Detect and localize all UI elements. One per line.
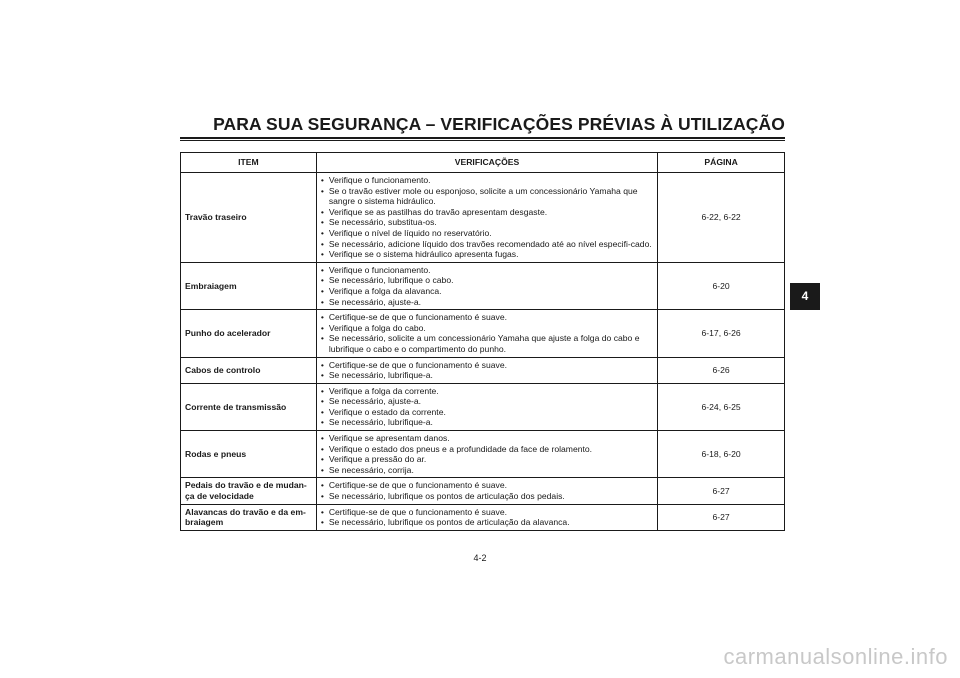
check-item: • Se necessário, ajuste-a. [321, 297, 653, 308]
table-body [181, 173, 785, 531]
check-item: • Certifique-se de que o funcionamento é suave. [321, 507, 653, 518]
check-item: • Certifique-se de que o funcionamento é suave. [321, 360, 653, 371]
item-cell: Punho do acelerador [181, 310, 317, 357]
item-cell: Rodas e pneus [181, 431, 317, 478]
table-row [181, 504, 785, 530]
check-item: • Se o travão estiver mole ou esponjoso, solicite a um concessionário Yamaha que sangre o sistema hidráulico. [321, 186, 653, 207]
check-list [321, 507, 653, 528]
inspection-table [180, 152, 785, 531]
page-ref-cell: 6-24, 6-25 [658, 383, 785, 430]
column-header-item: ITEM [181, 153, 317, 173]
check-list [321, 312, 653, 354]
check-item: • Verifique o funcionamento. [321, 175, 653, 186]
check-item: • Se necessário, ajuste-a. [321, 396, 653, 407]
checks-cell [316, 262, 657, 309]
check-item: • Verifique o estado dos pneus e a profundidade da face de rolamento. [321, 444, 653, 455]
check-list [321, 175, 653, 260]
checks-cell [316, 310, 657, 357]
watermark: carmanualsonline.info [723, 644, 948, 669]
checks-cell [316, 173, 657, 263]
item-cell: Cabos de controlo [181, 357, 317, 383]
check-item: • Verifique a folga da corrente. [321, 386, 653, 397]
check-item: • Verifique a pressão do ar. [321, 454, 653, 465]
check-item: • Verifique se as pastilhas do travão apresentam desgaste. [321, 207, 653, 218]
check-list [321, 360, 653, 381]
check-list [321, 386, 653, 428]
page-ref-cell: 6-26 [658, 357, 785, 383]
check-item: • Certifique-se de que o funcionamento é suave. [321, 312, 653, 323]
page-ref-cell: 6-27 [658, 504, 785, 530]
check-list [321, 480, 653, 501]
checks-cell [316, 431, 657, 478]
page-title: PARA SUA SEGURANÇA – VERIFICAÇÕES PRÉVIAS À UTILIZAÇÃO [213, 114, 785, 134]
page-ref-cell: 6-17, 6-26 [658, 310, 785, 357]
checks-cell [316, 383, 657, 430]
chapter-tab[interactable]: 4 [790, 283, 820, 310]
check-item: • Se necessário, lubrifique os pontos de articulação dos pedais. [321, 491, 653, 502]
item-cell: Pedais do travão e de mudan-ça de velocidade [181, 478, 317, 504]
table-row [181, 383, 785, 430]
check-item: • Verifique o nível de líquido no reservatório. [321, 228, 653, 239]
page-ref-cell: 6-20 [658, 262, 785, 309]
checks-cell [316, 357, 657, 383]
check-item: • Verifique se o sistema hidráulico apresenta fugas. [321, 249, 653, 260]
page-number: 4-2 [473, 553, 487, 563]
check-item: • Certifique-se de que o funcionamento é suave. [321, 480, 653, 491]
check-item: • Se necessário, lubrifique-a. [321, 370, 653, 381]
check-list [321, 433, 653, 475]
column-header-page: PÁGINA [658, 153, 785, 173]
check-item: • Se necessário, solicite a um concessionário Yamaha que ajuste a folga do cabo e lubrifique o cabo e o compartimento do punho. [321, 333, 653, 354]
item-cell: Embraiagem [181, 262, 317, 309]
check-item: • Verifique o funcionamento. [321, 265, 653, 276]
table-row [181, 173, 785, 263]
table-row [181, 310, 785, 357]
title-rule-thin [180, 140, 785, 141]
checks-cell [316, 478, 657, 504]
item-cell: Travão traseiro [181, 173, 317, 263]
check-item: • Verifique se apresentam danos. [321, 433, 653, 444]
page-ref-cell: 6-27 [658, 478, 785, 504]
table-row [181, 357, 785, 383]
table-header-row [181, 153, 785, 173]
check-item: • Se necessário, lubrifique o cabo. [321, 275, 653, 286]
item-cell: Corrente de transmissão [181, 383, 317, 430]
check-item: • Se necessário, lubrifique-a. [321, 417, 653, 428]
check-item: • Se necessário, corrija. [321, 465, 653, 476]
checks-cell [316, 504, 657, 530]
check-item: • Se necessário, adicione líquido dos travões recomendado até ao nível especifi-cado. [321, 239, 653, 250]
table-row [181, 431, 785, 478]
page-ref-cell: 6-18, 6-20 [658, 431, 785, 478]
check-item: • Verifique o estado da corrente. [321, 407, 653, 418]
check-item: • Se necessário, substitua-os. [321, 217, 653, 228]
check-item: • Verifique a folga do cabo. [321, 323, 653, 334]
title-rule [180, 137, 785, 139]
page-ref-cell: 6-22, 6-22 [658, 173, 785, 263]
item-cell: Alavancas do travão e da em-braiagem [181, 504, 317, 530]
column-header-checks: VERIFICAÇÕES [316, 153, 657, 173]
check-list [321, 265, 653, 307]
check-item: • Verifique a folga da alavanca. [321, 286, 653, 297]
table-row [181, 262, 785, 309]
table-row [181, 478, 785, 504]
check-item: • Se necessário, lubrifique os pontos de articulação da alavanca. [321, 517, 653, 528]
